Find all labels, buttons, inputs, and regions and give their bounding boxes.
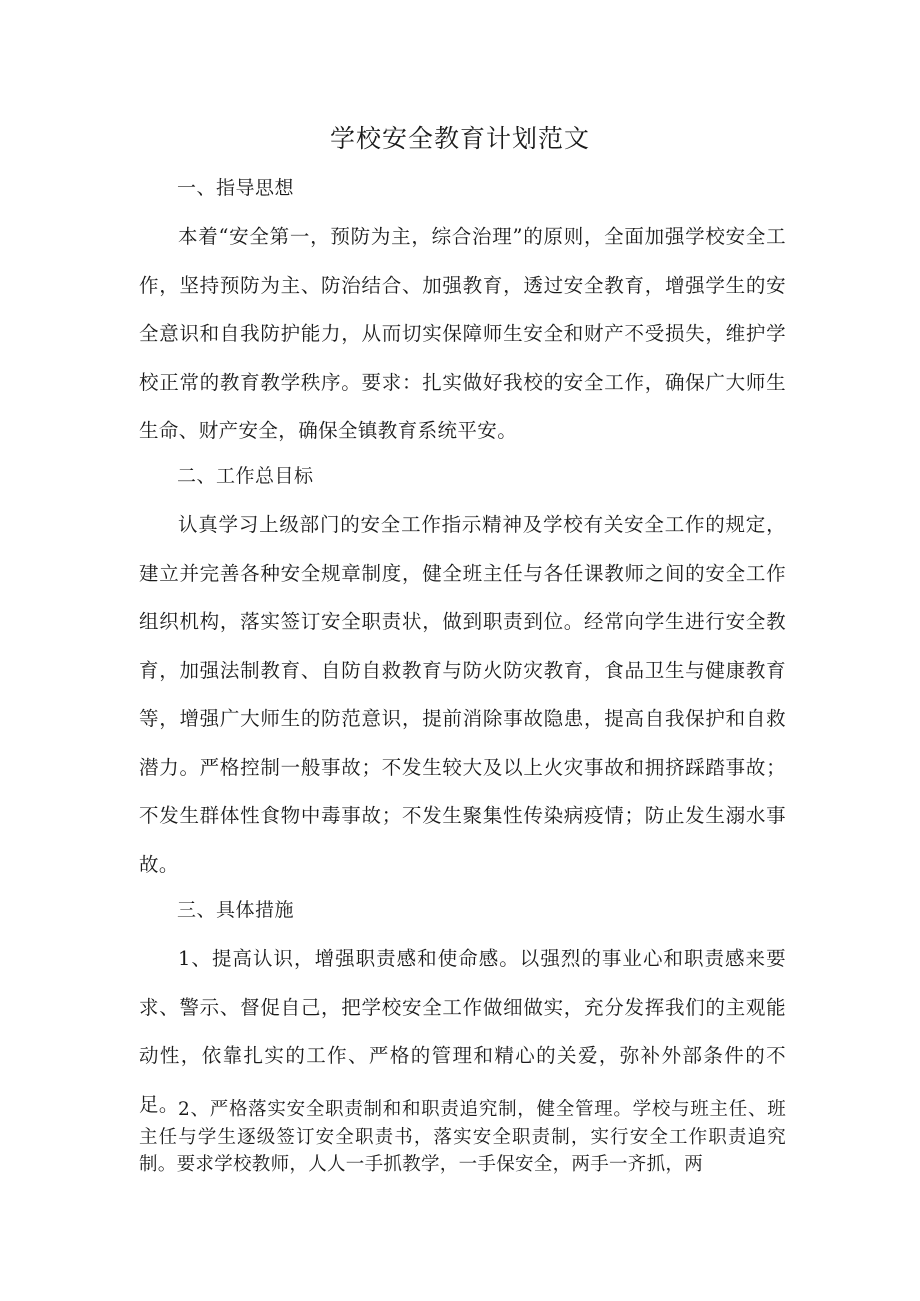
section-heading-overall-goal: 二、工作总目标 (177, 465, 314, 487)
section-heading-measures: 三、具体措施 (177, 899, 295, 921)
paragraph-measure-1: 1、提高认识，增强职责感和使命感。以强烈的事业心和职责感来要求、警示、督促自己，把学校安全工作做细做实，充分发挥我们的主观能动性，依靠扎实的工作、严格的管理和精心的关爱，弥补外部条件的不足。 (139, 947, 786, 1116)
document-title: 学校安全教育计划范文 (329, 124, 590, 153)
section-heading-guiding-thought: 一、指导思想 (177, 177, 295, 199)
paragraph-measure-2: 2、严格落实安全职责制和和职责追究制，健全管理。学校与班主任、班主任与学生逐级签订安全职责书，落实安全职责制，实行安全工作职责追究制。要求学校教师，人人一手抓教学，一手保安全，两手一齐抓，两 (139, 1099, 786, 1175)
paragraph-overall-goal: 认真学习上级部门的安全工作指示精神及学校有关安全工作的规定，建立并完善各种安全规章制度，健全班主任与各任课教师之间的安全工作组织机构，落实签订安全职责状，做到职责到位。经常向学生进行安全教育，加强法制教育、自防自救教育与防火防灾教育，食品卫生与健康教育等，增强广大师生的防范意识，提前消除事故隐患，提高自我保护和自救潜力。严格控制一般事故；不发生较大及以上火灾事故和拥挤踩踏事故；不发生群体性食物中毒事故；不发生聚集性传染病疫情；防止发生溺水事故。 (139, 513, 786, 876)
paragraph-guiding-thought: 本着“安全第一，预防为主，综合治理”的原则，全面加强学校安全工作，坚持预防为主、防治结合、加强教育，透过安全教育，增强学生的安全意识和自我防护能力，从而切实保障师生安全和财产不受损失，维护学校正常的教育教学秩序。要求：扎实做好我校的安全工作，确保广大师生生命、财产安全，确保全镇教育系统平安。 (139, 225, 786, 442)
